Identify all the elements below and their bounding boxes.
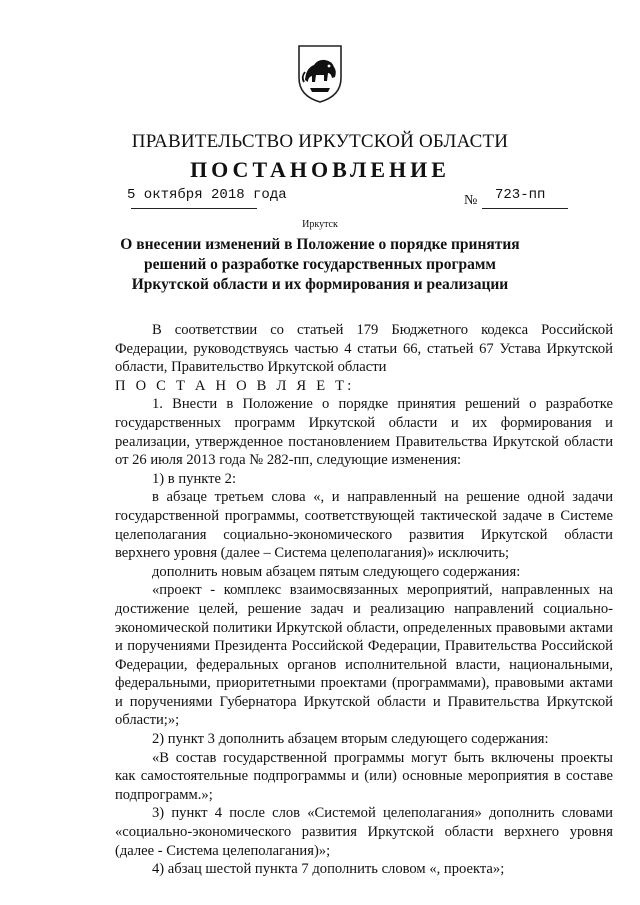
number-label: №	[464, 193, 478, 208]
paragraph: В соответствии со статьей 179 Бюджетного кодекса Российской Федерации, руководствуясь частью 4 статьи 66, статьей 67 Устава Иркутской области, Правительство Иркутской области	[115, 322, 613, 376]
paragraph: 1) в пункте 2:	[152, 470, 237, 487]
document-number: 723-пп	[495, 187, 546, 203]
paragraph: дополнить новым абзацем пятым следующего содержания:	[152, 563, 521, 580]
document-type: ПОСТАНОВЛЕНИЕ	[190, 157, 450, 182]
date-underline	[131, 208, 257, 209]
paragraph: 3) пункт 4 после слов «Системой целеполагания» дополнить словами «социально-экономического развития Иркутской области верхнего уровня (далее - Система целеполагания)»;	[115, 805, 613, 859]
government-name: ПРАВИТЕЛЬСТВО ИРКУТСКОЙ ОБЛАСТИ	[131, 131, 509, 152]
number-underline	[482, 208, 568, 209]
paragraph: «проект - комплекс взаимосвязанных мероприятий, направленных на достижение целей, решение задач и реализацию направлений социально-экономической политики Иркутской области, определенных правовыми актами и поручениями Президента Российской Федерации, Правительства Российской Федерации, федеральных органов исполнительной власти, национальными, федеральными, приоритетными проектами (программами), правовыми актами и поручениями Губернатора Иркутской области и Правительства Иркутской области;»;	[115, 582, 613, 729]
paragraph: в абзаце третьем слова «, и направленный на решение одной задачи государственной программы, соответствующей тактической задаче в Системе целеполагания социально-экономического развития Иркутской области верхнего уровня (далее – Система целеполагания)» исключить;	[115, 489, 613, 562]
paragraph: 1. Внести в Положение о порядке принятия решений о разработке государственных программ Иркутской области и их формирования и реализации, утвержденное постановлением Правительства Иркутской области от 26 июля 2013 года № 282-пп, следующие изменения:	[115, 396, 613, 469]
document-heading: О внесении изменений в Положение о порядке принятия решений о разработке государственных программ Иркутской области и их формирования и реализации	[120, 236, 520, 293]
coat-of-arms-icon	[296, 44, 344, 104]
document-date: 5 октября 2018 года	[127, 187, 287, 203]
paragraph: 2) пункт 3 дополнить абзацем вторым следующего содержания:	[152, 731, 549, 748]
paragraph: 4) абзац шестой пункта 7 дополнить словом «, проекта»;	[152, 861, 505, 878]
document-body	[115, 321, 613, 879]
paragraph: «В состав государственной программы могут быть включены проекты как самостоятельные подпрограммы и (или) основные мероприятия в составе подпрограмм.»;	[115, 749, 613, 803]
city: Иркутск	[302, 219, 338, 230]
decree-word: П О С Т А Н О В Л Я Е Т:	[115, 377, 355, 394]
